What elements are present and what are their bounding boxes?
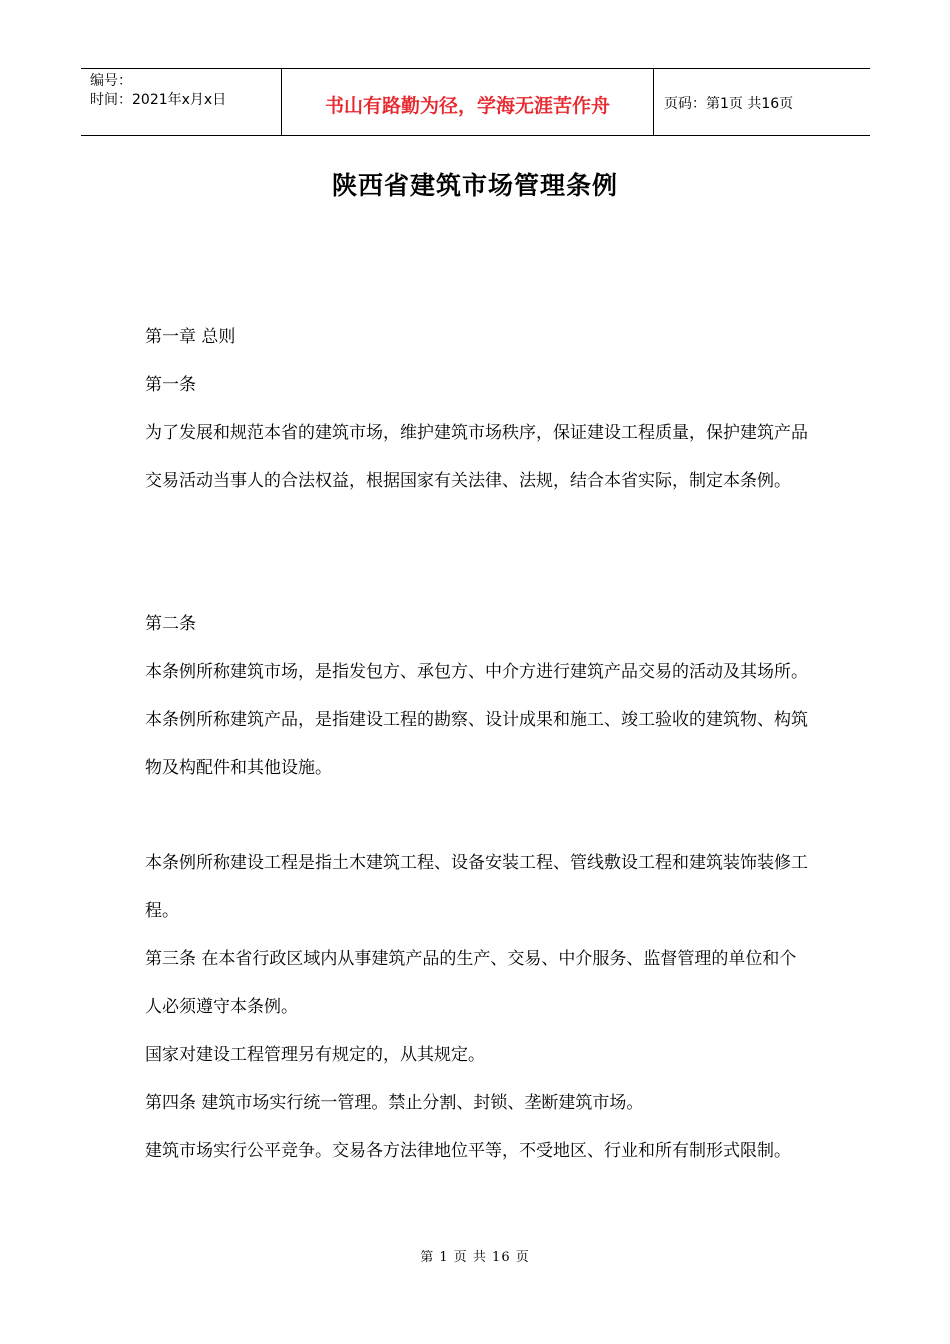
section-article-2 [145, 600, 810, 792]
document-time-label: 时间：2021年x月x日 [90, 92, 227, 108]
chapter-heading: 第一章 总则 [145, 327, 236, 347]
article-heading: 第二条 [145, 614, 196, 634]
paragraph: 建筑市场实行公平竞争。交易各方法律地位平等，不受地区、行业和所有制形式限制。 [145, 1141, 791, 1161]
page-header [81, 68, 870, 136]
section-chapter-1 [145, 313, 810, 505]
document-number-label: 编号： [90, 73, 132, 89]
paragraph: 本条例所称建筑市场，是指发包方、承包方、中介方进行建筑产品交易的活动及其场所。本条例所称建筑产品，是指建设工程的勘察、设计成果和施工、竣工验收的建筑物、构筑物及构配件和其他设施。 [145, 662, 808, 778]
paragraph: 第三条 在本省行政区域内从事建筑产品的生产、交易、中介服务、监督管理的单位和个人必须遵守本条例。 [145, 949, 797, 1017]
page-footer: 第 1 页 共 16 页 [420, 1250, 530, 1265]
article-heading: 第一条 [145, 375, 196, 395]
section-articles-2-4 [145, 839, 810, 1175]
paragraph: 第四条 建筑市场实行统一管理。禁止分割、封锁、垄断建筑市场。 [145, 1093, 644, 1113]
document-title: 陕西省建筑市场管理条例 [331, 171, 618, 200]
paragraph: 为了发展和规范本省的建筑市场，维护建筑市场秩序，保证建设工程质量，保护建筑产品交易活动当事人的合法权益，根据国家有关法律、法规，结合本省实际，制定本条例。 [145, 423, 808, 491]
header-page-info: 页码：第1页 共16页 [664, 96, 794, 112]
header-motto: 书山有路勤为径，学海无涯苦作舟 [282, 69, 654, 135]
header-meta [81, 69, 282, 135]
paragraph: 本条例所称建设工程是指土木建筑工程、设备安装工程、管线敷设工程和建筑装饰装修工程。 [145, 853, 808, 921]
paragraph: 国家对建设工程管理另有规定的，从其规定。 [145, 1045, 485, 1065]
